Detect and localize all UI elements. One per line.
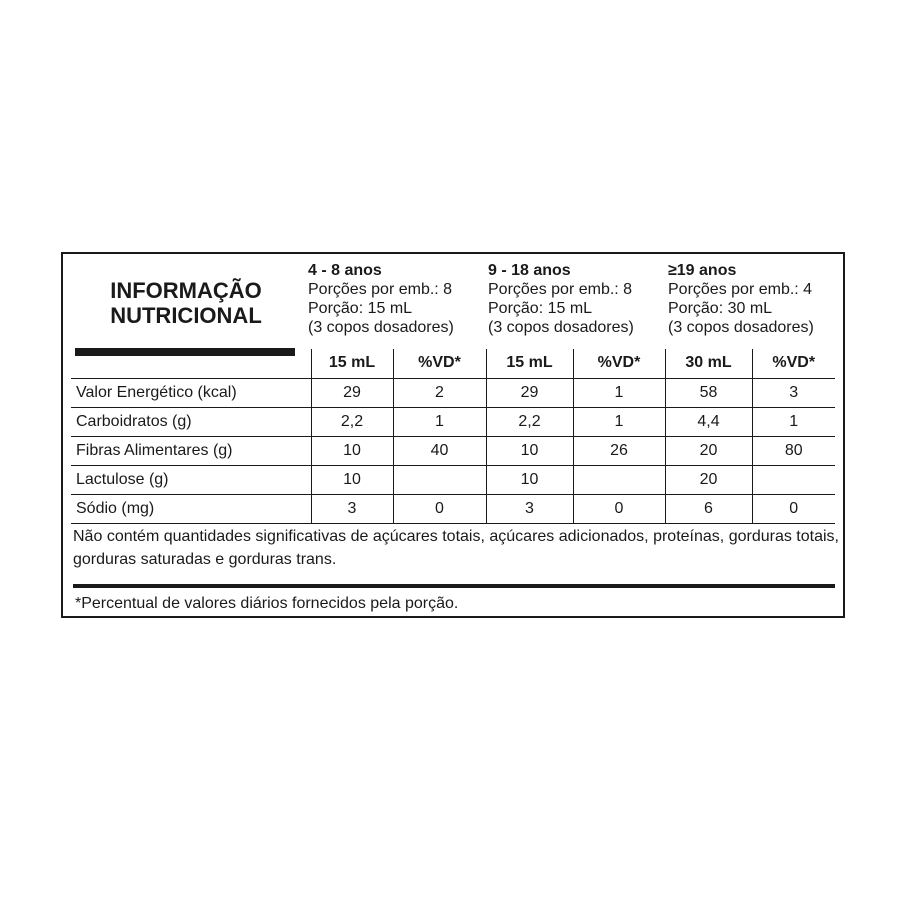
- table-row: [71, 378, 835, 407]
- header-cell: 15 mL: [486, 349, 573, 378]
- portion-cups: (3 copos dosadores): [488, 319, 634, 336]
- table-cell: [393, 465, 486, 494]
- table-cell: 6: [665, 494, 752, 523]
- table-cell: 20: [665, 465, 752, 494]
- header-cell: 30 mL: [665, 349, 752, 378]
- table-cell: 0: [393, 494, 486, 523]
- nutrient-name: Sódio (mg): [71, 494, 311, 523]
- table-cell: 1: [573, 378, 665, 407]
- nutrient-name: Valor Energético (kcal): [71, 378, 311, 407]
- header-cell: %VD*: [393, 349, 486, 378]
- title-line-1: INFORMAÇÃO: [110, 278, 262, 303]
- table-cell: 40: [393, 436, 486, 465]
- table-cell: 80: [752, 436, 835, 465]
- age-group-19-plus: [668, 261, 814, 337]
- nutrient-name: Lactulose (g): [71, 465, 311, 494]
- table-cell: 1: [752, 407, 835, 436]
- servings-per-package: Porções por emb.: 4: [668, 281, 813, 298]
- table-cell: 2,2: [486, 407, 573, 436]
- table-row: [71, 494, 835, 523]
- age-group-name: ≥19 anos: [668, 262, 737, 279]
- table-cell: 10: [311, 436, 393, 465]
- table-cell: 58: [665, 378, 752, 407]
- table-cell: 26: [573, 436, 665, 465]
- table-cell: 20: [665, 436, 752, 465]
- nutrient-name: Fibras Alimentares (g): [71, 436, 311, 465]
- servings-per-package: Porções por emb.: 8: [488, 281, 633, 298]
- table-cell: 10: [311, 465, 393, 494]
- table-cell: 1: [573, 407, 665, 436]
- table-row: [71, 436, 835, 465]
- servings-per-package: Porções por emb.: 8: [308, 281, 453, 298]
- header-cell: 15 mL: [311, 349, 393, 378]
- table-cell: 3: [486, 494, 573, 523]
- table-cell: 10: [486, 465, 573, 494]
- age-group-name: 4 - 8 anos: [308, 262, 382, 279]
- table-cell: [752, 465, 835, 494]
- table-cell: 0: [573, 494, 665, 523]
- table-cell: 29: [486, 378, 573, 407]
- header-blank-cell: [71, 349, 311, 378]
- portion-size: Porção: 30 mL: [668, 300, 773, 317]
- daily-value-footnote: *Percentual de valores diários fornecidos pela porção.: [75, 595, 459, 612]
- table-cell: 10: [486, 436, 573, 465]
- table-cell: 0: [752, 494, 835, 523]
- footnote-divider: [73, 584, 835, 588]
- header-cell: %VD*: [573, 349, 665, 378]
- table-cell: 29: [311, 378, 393, 407]
- table-cell: 3: [311, 494, 393, 523]
- portion-cups: (3 copos dosadores): [668, 319, 814, 336]
- table-cell: 2,2: [311, 407, 393, 436]
- table-row: [71, 465, 835, 494]
- label-title: [96, 278, 276, 328]
- header-cell: %VD*: [752, 349, 835, 378]
- age-group-4-8: [308, 261, 454, 337]
- table-cell: 3: [752, 378, 835, 407]
- portion-size: Porção: 15 mL: [308, 300, 413, 317]
- table-cell: 4,4: [665, 407, 752, 436]
- table-cell: 2: [393, 378, 486, 407]
- portion-cups: (3 copos dosadores): [308, 319, 454, 336]
- table-cell: 1: [393, 407, 486, 436]
- nutrition-table: [71, 349, 835, 524]
- not-significant-note: Não contém quantidades significativas de açúcares totais, açúcares adicionados, proteínas, gorduras totais, gorduras saturadas e gorduras trans.: [73, 528, 839, 568]
- table-header-row: [71, 349, 835, 378]
- age-group-name: 9 - 18 anos: [488, 262, 571, 279]
- portion-size: Porção: 15 mL: [488, 300, 593, 317]
- nutrition-facts-label: [61, 252, 845, 618]
- nutrient-name: Carboidratos (g): [71, 407, 311, 436]
- table-cell: [573, 465, 665, 494]
- table-row: [71, 407, 835, 436]
- age-group-9-18: [488, 261, 634, 337]
- title-line-2: NUTRICIONAL: [110, 303, 262, 328]
